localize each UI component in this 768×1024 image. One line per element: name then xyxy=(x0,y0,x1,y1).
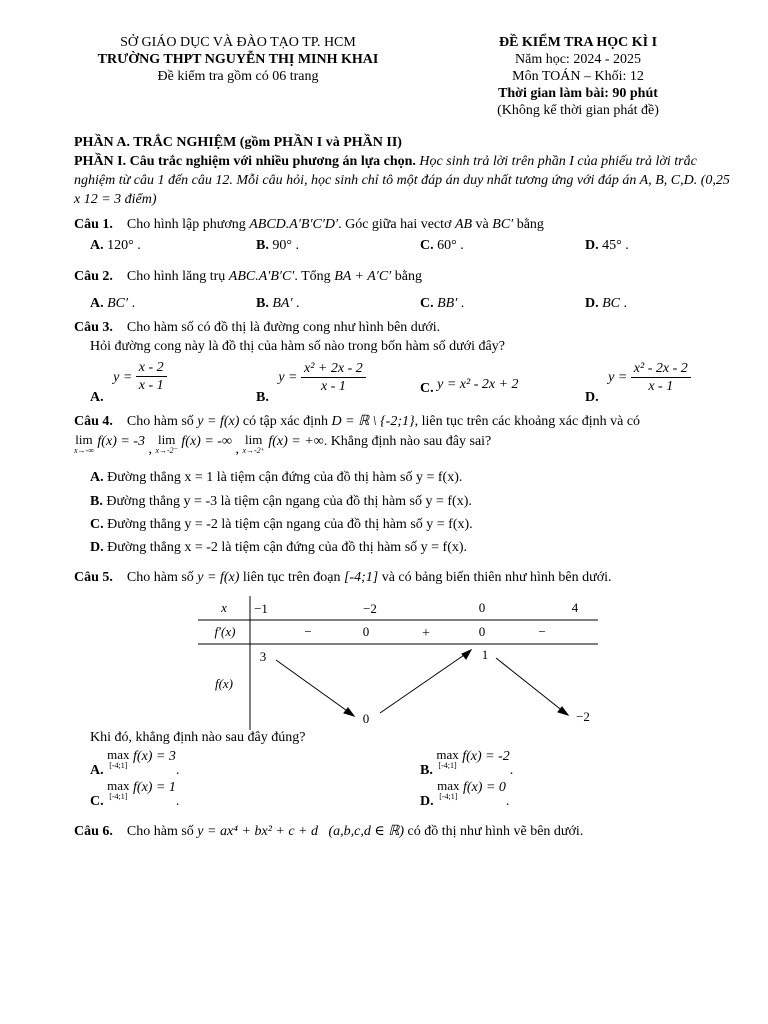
q1-text-3: bằng xyxy=(516,217,544,232)
q2-label: Câu 2. xyxy=(74,269,113,284)
q1-option-d[interactable]: D. 45° . xyxy=(585,238,629,253)
q4-label: Câu 4. xyxy=(74,414,113,429)
q4-limit-3: lim x→-2⁺ xyxy=(242,432,265,455)
arrow-head-2 xyxy=(462,650,471,659)
header-department: SỞ GIÁO DỤC VÀ ĐÀO TẠO TP. HCM xyxy=(120,35,356,50)
q2-text: Cho hình lăng trụ xyxy=(126,269,226,284)
q4-question: . Khẳng định nào sau đây sai? xyxy=(323,434,492,449)
question-6 xyxy=(74,823,583,840)
exam-duration: Thời gian làm bài: 90 phút xyxy=(498,86,658,101)
q3-b-denominator: x - 1 xyxy=(320,379,346,394)
q1-vector-2: BC′ xyxy=(492,217,514,232)
q6-text-2: có đồ thị như hình vẽ bên dưới. xyxy=(407,824,584,839)
exam-title: ĐỀ KIỂM TRA HỌC KÌ I xyxy=(498,35,658,50)
q1-option-b[interactable]: B. 90° . xyxy=(256,238,299,253)
q6-function: y = ax⁴ + bx² + c + d xyxy=(197,824,319,839)
arrow-decreasing-2 xyxy=(496,658,564,712)
arrow-decreasing-1 xyxy=(276,660,350,713)
x-value-1: −1 xyxy=(254,601,268,616)
q4-text-3: , liên tục trên các khoảng xác định và có xyxy=(414,414,641,429)
fprime-sign-2: + xyxy=(422,626,430,641)
q2-option-d[interactable]: D. BC . xyxy=(585,296,628,311)
q5-function: y = f(x) xyxy=(197,570,240,585)
q1-option-c[interactable]: C. 60° . xyxy=(420,238,464,253)
duration-note: (Không kể thời gian phát đề) xyxy=(497,103,659,118)
question-3 xyxy=(74,320,440,336)
part-1-note: Học sinh trả lời trên phần I của phiếu trả lời trắc nghiệm từ câu 1 đến câu 12. Mỗi câu hỏi, học sinh chỉ tô một đáp án duy nhất tương ứng với đáp án A, B, C,D. (0,25 x 12 = 3 điểm) xyxy=(74,154,730,207)
question-5 xyxy=(74,570,612,586)
q5-option-b[interactable]: B. max [-4;1] f(x) = -2. xyxy=(420,747,514,778)
q4-domain: D = ℝ \ {-2;1} xyxy=(331,414,415,429)
q3-c-expression: y = x² - 2x + 2 xyxy=(437,377,519,392)
q2-text-3: bằng xyxy=(394,269,422,284)
variation-table xyxy=(198,596,600,730)
q3-a-numerator: x - 2 xyxy=(136,359,167,377)
question-4 xyxy=(74,413,640,430)
q2-prism: ABC.A′B′C′ xyxy=(228,269,295,284)
arrow-increasing xyxy=(380,653,467,713)
f-value-2: 0 xyxy=(362,711,370,726)
q5-option-d[interactable]: D. max [-4;1] f(x) = 0. xyxy=(420,778,510,809)
q3-b-numerator: x² + 2x - 2 xyxy=(301,360,366,378)
q6-parameters: (a,b,c,d ∈ ℝ) xyxy=(328,824,405,839)
x-value-4: 4 xyxy=(571,600,579,615)
q6-label: Câu 6. xyxy=(74,824,113,839)
part-a-title: PHẦN A. TRẮC NGHIỆM (gồm PHẦN I và PHẦN II) xyxy=(74,135,402,150)
q4-option-b[interactable]: B. Đường thẳng y = -3 là tiệm cận ngang của đồ thị hàm số y = f(x). xyxy=(90,494,472,509)
q4-text: Cho hàm số xyxy=(126,414,194,429)
q5-option-c[interactable]: C. max [-4;1] f(x) = 1. xyxy=(90,778,180,809)
fprime-zero-2: 0 xyxy=(478,624,486,639)
q4-option-a[interactable]: A. Đường thẳng x = 1 là tiệm cận đứng của đồ thị hàm số y = f(x). xyxy=(90,470,463,485)
q4-option-d[interactable]: D. Đường thẳng x = -2 là tiệm cận đứng của đồ thị hàm số y = f(x). xyxy=(90,540,468,555)
q6-text: Cho hàm số xyxy=(126,824,194,839)
q1-option-a[interactable]: A. 120° . xyxy=(90,238,141,253)
q5-text-3: và có bảng biến thiên như hình bên dưới. xyxy=(381,570,612,585)
fprime-sign-3: − xyxy=(538,624,546,639)
q1-cube: ABCD.A′B′C′D′ xyxy=(249,217,339,232)
q3-option-d[interactable]: D. y = $\frac{\text{x² - 2x - 2}}{x - 1}$ xyxy=(585,360,691,395)
q1-vector-1: AB xyxy=(454,217,473,232)
f-value-3: 1 xyxy=(481,647,489,662)
q2-option-b[interactable]: B. BA′ . xyxy=(256,296,300,311)
q5-question: Khi đó, khẳng định nào sau đây đúng? xyxy=(90,730,306,745)
q3-option-b[interactable]: B. y = $\frac{\text{x² + 2x - 2}}{x - 1}$ xyxy=(256,360,366,395)
subject-grade: Môn TOÁN – Khối: 12 xyxy=(512,69,644,84)
q2-option-a[interactable]: A. BC′ . xyxy=(90,296,136,311)
header-pages: Đề kiểm tra gồm có 06 trang xyxy=(157,69,319,84)
row-label-x: x xyxy=(221,600,227,615)
q4-limit-1: lim x→-∞ xyxy=(74,432,94,455)
part-1-heading: PHẦN I. Câu trắc nghiệm với nhiều phương án lựa chọn. xyxy=(74,154,416,169)
q3-question: Hỏi đường cong này là đồ thị của hàm số nào trong bốn hàm số dưới đây? xyxy=(90,339,505,354)
q1-label: Câu 1. xyxy=(74,217,113,232)
q2-sum: BA + A′C′ xyxy=(334,269,392,284)
question-1 xyxy=(74,217,544,233)
school-year: Năm học: 2024 - 2025 xyxy=(515,52,641,67)
q3-a-denominator: x - 1 xyxy=(138,378,164,393)
q3-text: Cho hàm số có đồ thị là đường cong như hình bên dưới. xyxy=(126,320,441,335)
q3-label: Câu 3. xyxy=(74,320,113,335)
q4-limit-2: lim x→-2⁻ xyxy=(155,432,178,455)
q5-text-2: liên tục trên đoạn xyxy=(242,570,341,585)
row-label-f: f(x) xyxy=(214,676,234,691)
f-value-4: −2 xyxy=(576,709,590,724)
q1-text: Cho hình lập phương xyxy=(126,217,246,232)
q5-option-a[interactable]: A. max [-4;1] f(x) = 3. xyxy=(90,747,180,778)
row-label-fprime: f′(x) xyxy=(214,624,236,639)
part-1-instructions xyxy=(74,152,730,209)
q4-limits: lim x→-∞ f(x) = -3 , lim x→-2⁻ f(x) = -∞ , lim x→-2⁺ f(x) = +∞. Khẳng định nào sau đây sai? xyxy=(74,432,492,457)
q3-option-a[interactable]: A. y = $\frac{x - 2}{x - 1}$ xyxy=(90,360,167,395)
x-value-2: −2 xyxy=(363,601,377,616)
q4-function: y = f(x) xyxy=(197,414,240,429)
q4-option-c[interactable]: C. Đường thẳng y = -2 là tiệm cận ngang của đồ thị hàm số y = f(x). xyxy=(90,517,473,532)
q1-and: và xyxy=(475,217,489,232)
q3-d-denominator: x - 1 xyxy=(648,379,674,394)
fprime-zero-1: 0 xyxy=(362,624,370,639)
q2-text-2: . Tổng xyxy=(294,269,331,284)
q3-option-c[interactable]: C. y = x² - 2x + 2 xyxy=(420,377,519,396)
q5-text: Cho hàm số xyxy=(126,570,194,585)
q2-option-c[interactable]: C. BB′ . xyxy=(420,296,465,311)
q3-d-numerator: x² - 2x - 2 xyxy=(631,360,691,378)
header-school: TRƯỜNG THPT NGUYỄN THỊ MINH KHAI xyxy=(97,52,379,67)
q4-text-2: có tập xác định xyxy=(242,414,329,429)
question-2 xyxy=(74,269,422,285)
x-value-3: 0 xyxy=(478,600,486,615)
q5-label: Câu 5. xyxy=(74,570,113,585)
fprime-sign-1: − xyxy=(304,624,312,639)
q1-text-2: . Góc giữa hai vectơ xyxy=(338,217,452,232)
q5-interval: [-4;1] xyxy=(343,570,379,585)
f-value-1: 3 xyxy=(259,649,267,664)
